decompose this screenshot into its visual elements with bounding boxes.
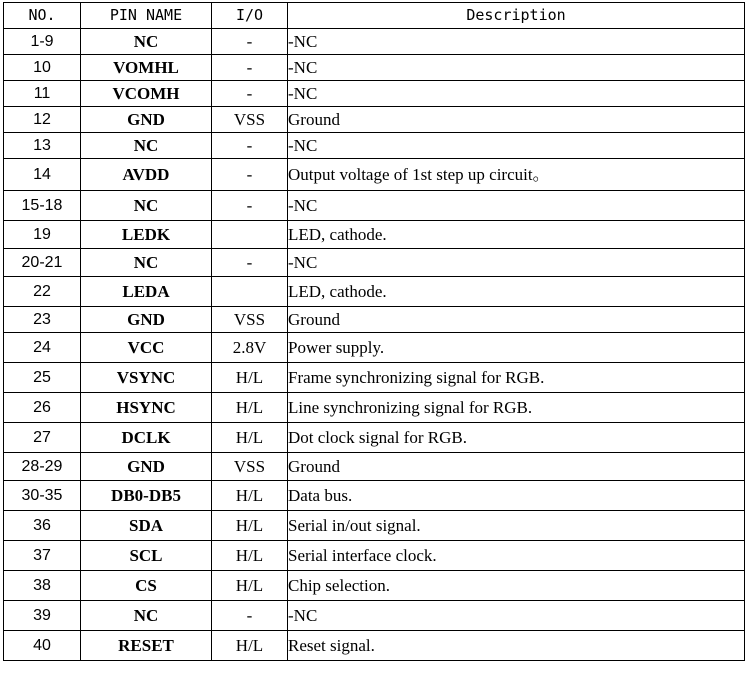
- pin-number-cell: 23: [4, 307, 81, 333]
- pin-number-cell: 36: [4, 511, 81, 541]
- pin-number-cell: 15-18: [4, 191, 81, 221]
- pin-name-cell: LEDK: [81, 221, 212, 249]
- pin-description-cell: Ground: [288, 107, 745, 133]
- pin-description-cell: Serial in/out signal.: [288, 511, 745, 541]
- pin-name-cell: HSYNC: [81, 393, 212, 423]
- pin-description-cell: -NC: [288, 55, 745, 81]
- pin-number-cell: 27: [4, 423, 81, 453]
- pin-name-cell: NC: [81, 191, 212, 221]
- pin-description-cell: LED, cathode.: [288, 221, 745, 249]
- pin-io-cell: VSS: [212, 307, 288, 333]
- pin-io-cell: H/L: [212, 571, 288, 601]
- pin-number-cell: 38: [4, 571, 81, 601]
- table-row: [4, 571, 745, 601]
- pin-description-cell: Ground: [288, 307, 745, 333]
- pin-description-cell: -NC: [288, 191, 745, 221]
- pin-number-cell: 24: [4, 333, 81, 363]
- pin-name-cell: GND: [81, 107, 212, 133]
- pin-name-cell: VCOMH: [81, 81, 212, 107]
- pin-name-cell: RESET: [81, 631, 212, 661]
- pin-io-cell: VSS: [212, 107, 288, 133]
- table-row: [4, 249, 745, 277]
- pin-io-cell: -: [212, 81, 288, 107]
- table-row: [4, 221, 745, 249]
- pin-description-cell: Frame synchronizing signal for RGB.: [288, 363, 745, 393]
- table-row: [4, 481, 745, 511]
- pin-description-cell: -NC: [288, 133, 745, 159]
- table-row: [4, 631, 745, 661]
- pin-io-cell: H/L: [212, 481, 288, 511]
- pin-number-cell: 40: [4, 631, 81, 661]
- pin-io-cell: -: [212, 191, 288, 221]
- table-row: [4, 159, 745, 191]
- pin-number-cell: 39: [4, 601, 81, 631]
- pin-number-cell: 22: [4, 277, 81, 307]
- header-row: [4, 3, 745, 29]
- pin-description-cell: Chip selection.: [288, 571, 745, 601]
- pin-io-cell: -: [212, 159, 288, 191]
- pin-description-cell: Dot clock signal for RGB.: [288, 423, 745, 453]
- pin-io-cell: H/L: [212, 393, 288, 423]
- table-row: [4, 133, 745, 159]
- pin-name-cell: SCL: [81, 541, 212, 571]
- pin-description-cell: Serial interface clock.: [288, 541, 745, 571]
- pin-name-cell: GND: [81, 307, 212, 333]
- header-description: Description: [288, 3, 745, 29]
- table-row: [4, 423, 745, 453]
- pin-name-cell: VSYNC: [81, 363, 212, 393]
- pin-number-cell: 25: [4, 363, 81, 393]
- pin-number-cell: 10: [4, 55, 81, 81]
- pin-number-cell: 26: [4, 393, 81, 423]
- pin-definition-table: [3, 2, 745, 661]
- pin-number-cell: 19: [4, 221, 81, 249]
- pin-description-cell: -NC: [288, 249, 745, 277]
- pin-number-cell: 20-21: [4, 249, 81, 277]
- header-io: I/O: [212, 3, 288, 29]
- pin-name-cell: CS: [81, 571, 212, 601]
- pin-io-cell: 2.8V: [212, 333, 288, 363]
- header-pin-name: PIN NAME: [81, 3, 212, 29]
- pin-description-cell: -NC: [288, 81, 745, 107]
- pin-number-cell: 14: [4, 159, 81, 191]
- pin-name-cell: NC: [81, 249, 212, 277]
- pin-io-cell: -: [212, 55, 288, 81]
- pin-name-cell: VCC: [81, 333, 212, 363]
- pin-name-cell: LEDA: [81, 277, 212, 307]
- table-row: [4, 81, 745, 107]
- pin-io-cell: [212, 277, 288, 307]
- table-row: [4, 191, 745, 221]
- table-row: [4, 453, 745, 481]
- table-row: [4, 601, 745, 631]
- pin-io-cell: -: [212, 249, 288, 277]
- pin-name-cell: NC: [81, 133, 212, 159]
- pin-io-cell: H/L: [212, 363, 288, 393]
- pin-description-cell: -NC: [288, 29, 745, 55]
- pin-description-cell: Reset signal.: [288, 631, 745, 661]
- pin-number-cell: 12: [4, 107, 81, 133]
- pin-number-cell: 30-35: [4, 481, 81, 511]
- pin-description-cell: Data bus.: [288, 481, 745, 511]
- pin-io-cell: H/L: [212, 631, 288, 661]
- pin-name-cell: DCLK: [81, 423, 212, 453]
- pin-io-cell: VSS: [212, 453, 288, 481]
- table-row: [4, 541, 745, 571]
- table-row: [4, 511, 745, 541]
- pin-io-cell: [212, 221, 288, 249]
- pin-name-cell: VOMHL: [81, 55, 212, 81]
- pin-io-cell: H/L: [212, 511, 288, 541]
- table-row: [4, 307, 745, 333]
- pin-name-cell: DB0-DB5: [81, 481, 212, 511]
- table-row: [4, 277, 745, 307]
- pin-io-cell: -: [212, 601, 288, 631]
- pin-name-cell: NC: [81, 29, 212, 55]
- table-row: [4, 29, 745, 55]
- pin-description-cell: Output voltage of 1st step up circuit。: [288, 159, 745, 191]
- pin-number-cell: 28-29: [4, 453, 81, 481]
- pin-io-cell: H/L: [212, 541, 288, 571]
- table-row: [4, 55, 745, 81]
- pin-name-cell: AVDD: [81, 159, 212, 191]
- pin-number-cell: 11: [4, 81, 81, 107]
- table-row: [4, 363, 745, 393]
- table-row: [4, 393, 745, 423]
- pin-io-cell: H/L: [212, 423, 288, 453]
- pin-description-cell: Power supply.: [288, 333, 745, 363]
- table-row: [4, 107, 745, 133]
- pin-description-cell: -NC: [288, 601, 745, 631]
- pin-description-cell: Line synchronizing signal for RGB.: [288, 393, 745, 423]
- header-no: NO.: [4, 3, 81, 29]
- pin-name-cell: SDA: [81, 511, 212, 541]
- pin-rows: [4, 29, 745, 661]
- pin-number-cell: 13: [4, 133, 81, 159]
- pin-number-cell: 1-9: [4, 29, 81, 55]
- pin-name-cell: NC: [81, 601, 212, 631]
- pin-number-cell: 37: [4, 541, 81, 571]
- pin-io-cell: -: [212, 133, 288, 159]
- pin-description-cell: Ground: [288, 453, 745, 481]
- table-row: [4, 333, 745, 363]
- pin-io-cell: -: [212, 29, 288, 55]
- pin-description-cell: LED, cathode.: [288, 277, 745, 307]
- pin-name-cell: GND: [81, 453, 212, 481]
